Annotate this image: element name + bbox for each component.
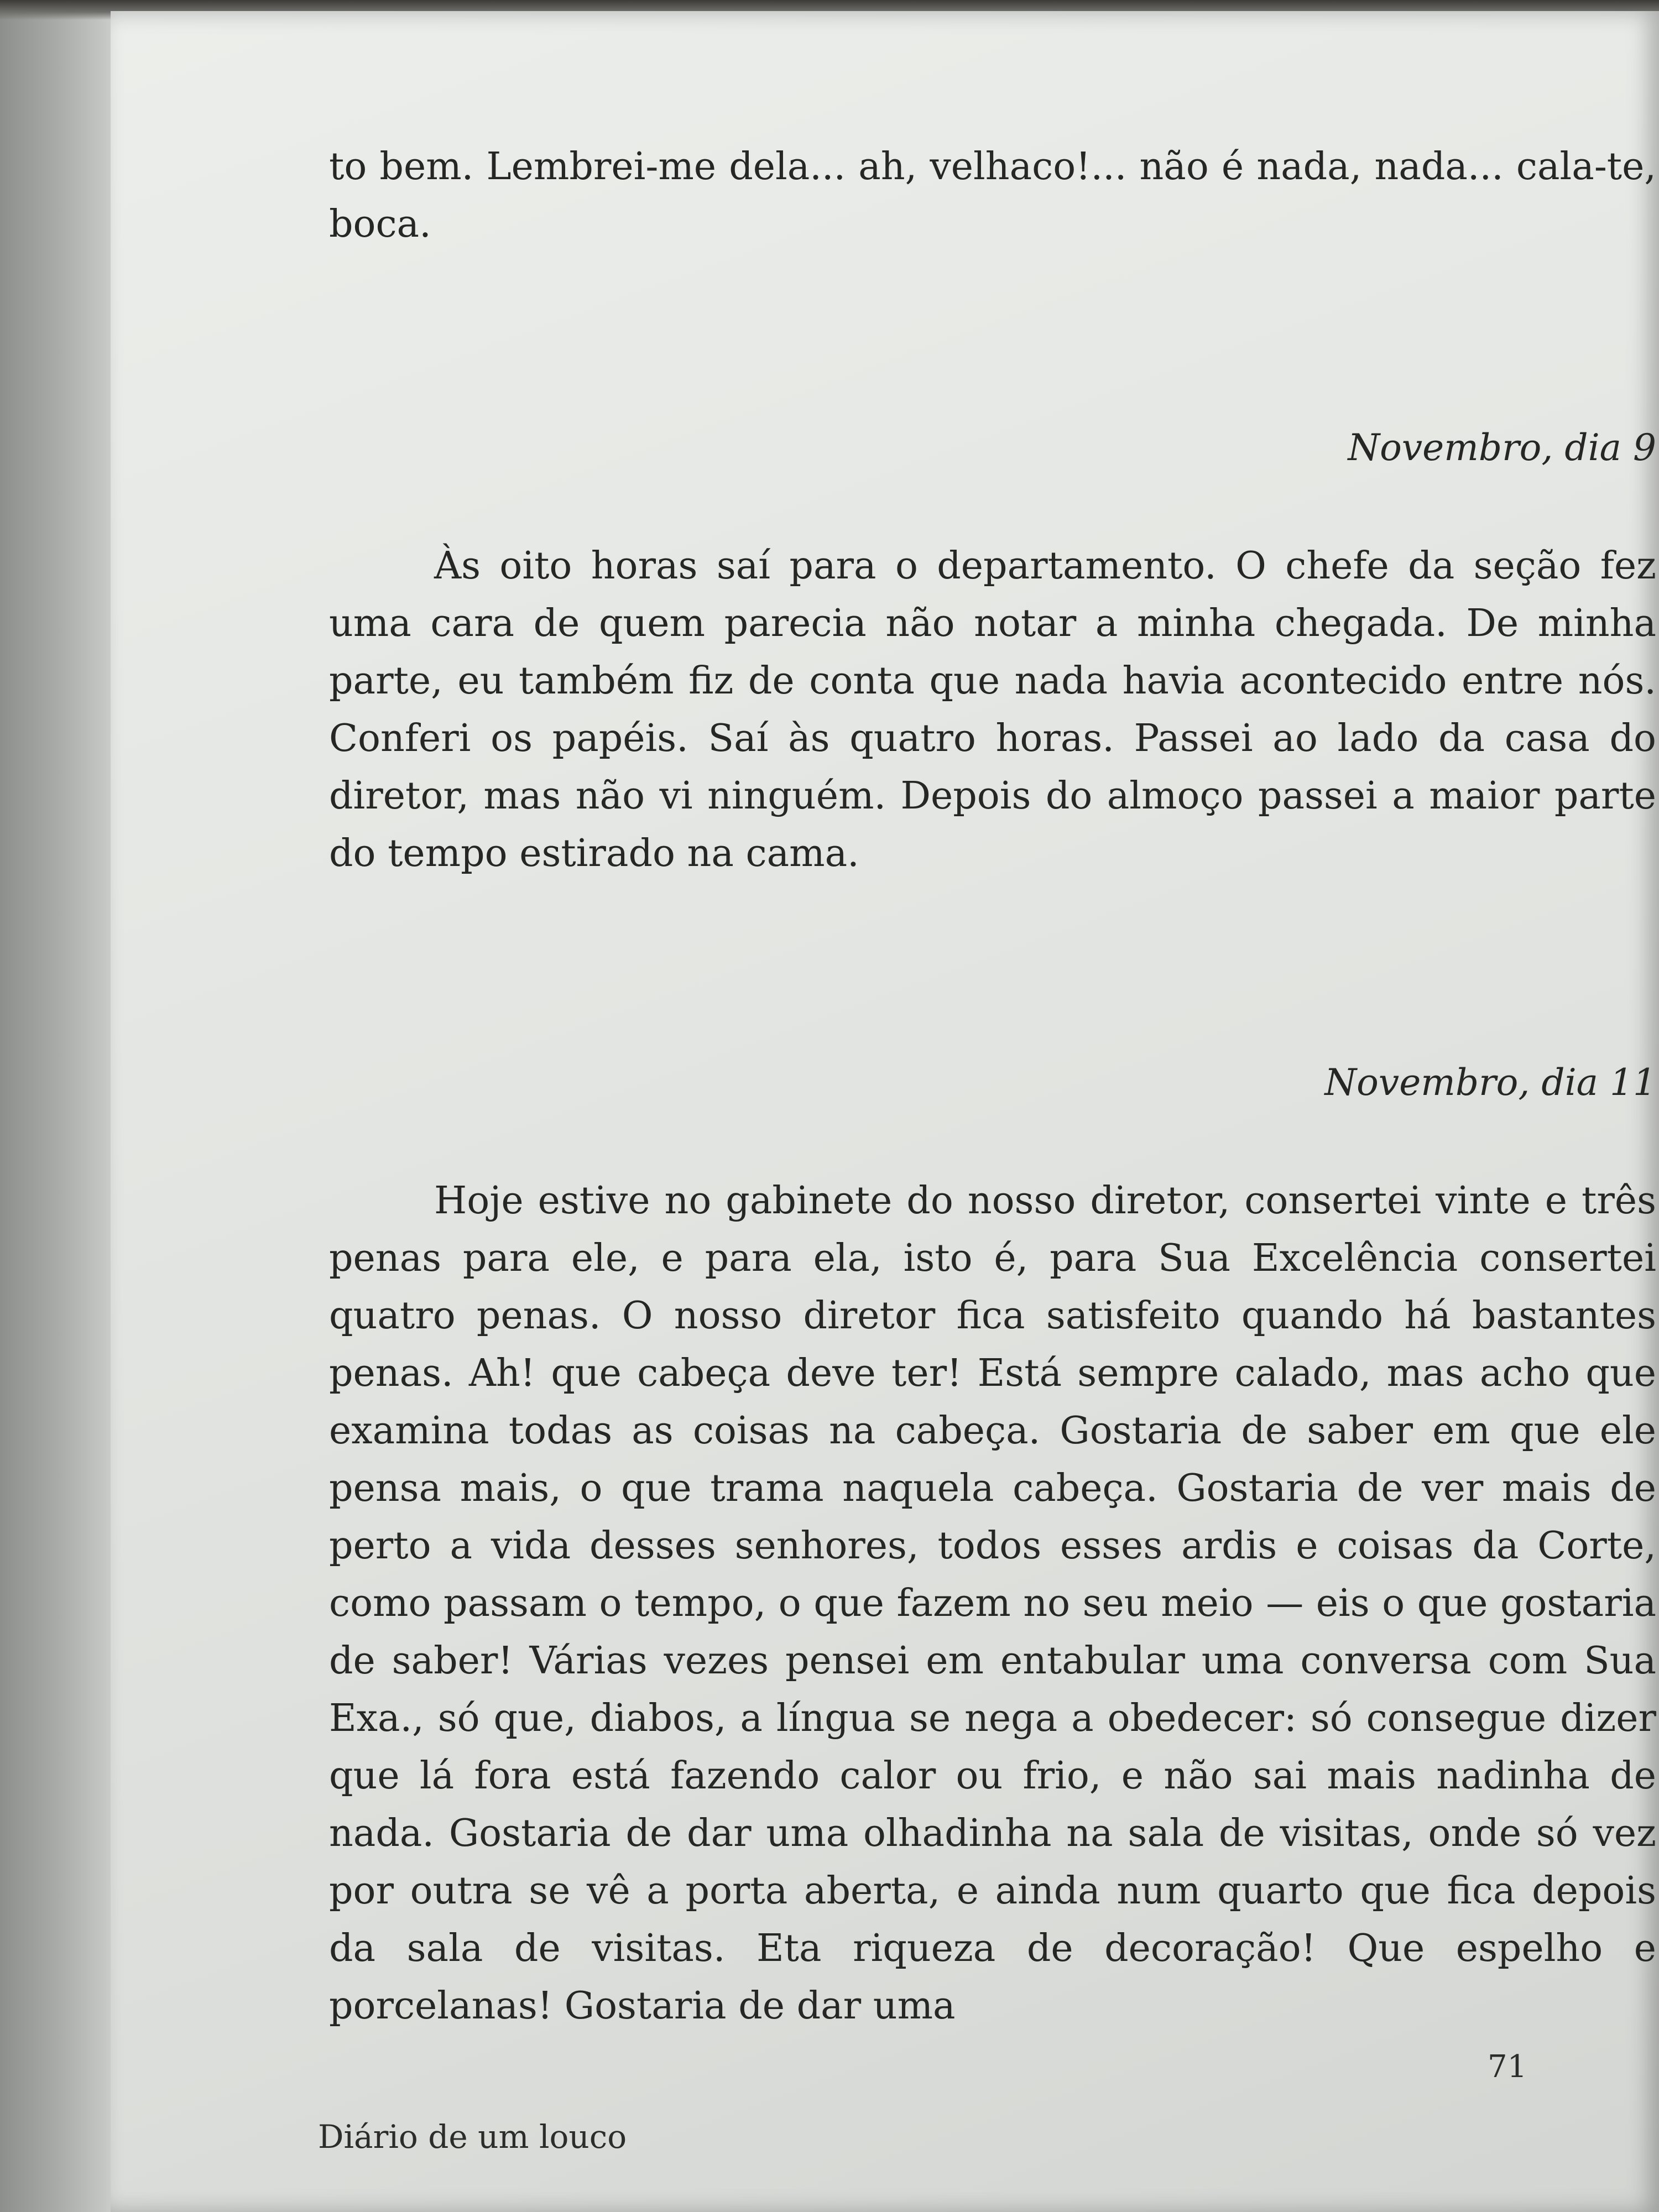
book-page bbox=[111, 11, 1659, 2212]
page-text-block bbox=[329, 138, 1656, 2035]
paragraph-continued: to bem. Lembrei-me dela... ah, velhaco!... não é nada, nada... cala-te, boca. bbox=[329, 145, 1656, 246]
book-gutter bbox=[0, 0, 127, 2212]
entry-date-heading: Novembro, dia 11 bbox=[1324, 1061, 1656, 1104]
entry-paragraph: Hoje estive no gabinete do nosso diretor, consertei vinte e três penas para ele, e para ela, isto é, para Sua Excelência consertei quatro penas. O nosso diretor fica satisfeito quando há bastantes penas. Ah! que cabeça deve ter! Está sempre calado, mas acho que examina todas as coisas na cabeça. Gostaria de saber em que ele pensa mais, o que trama naquela cabeça. Gostaria de ver mais de perto a vida desses senhores, todos esses ardis e coisas da Corte, como passam o tempo, o que fazem no seu meio — eis o que gostaria de saber! Várias vezes pensei em entabular uma conversa com Sua Exa., só que, diabos, a língua se nega a obedecer: só consegue dizer que lá fora está fazendo calor ou frio, e não sai mais nadinha de nada. Gostaria de dar uma olhadinha na sala de visitas, onde só vez por outra se vê a porta aberta, e ainda num quarto que fica depois da sala de visitas. Eta riqueza de decoração! Que espelho e porcelanas! Gostaria de dar uma bbox=[329, 1179, 1656, 2028]
running-title: Diário de um louco bbox=[318, 2118, 627, 2156]
entry-date-heading: Novembro, dia 9 bbox=[1348, 426, 1656, 469]
entry-paragraph: Às oito horas saí para o departamento. O chefe da seção fez uma cara de quem parecia não notar a minha chegada. De minha parte, eu também fiz de conta que nada havia acontecido entre nós. Conferi os papéis. Saí às quatro horas. Passei ao lado da casa do diretor, mas não vi ninguém. Depois do almoço passei a maior parte do tempo estirado na cama. bbox=[329, 544, 1656, 875]
page-number: 71 bbox=[1488, 2049, 1527, 2085]
